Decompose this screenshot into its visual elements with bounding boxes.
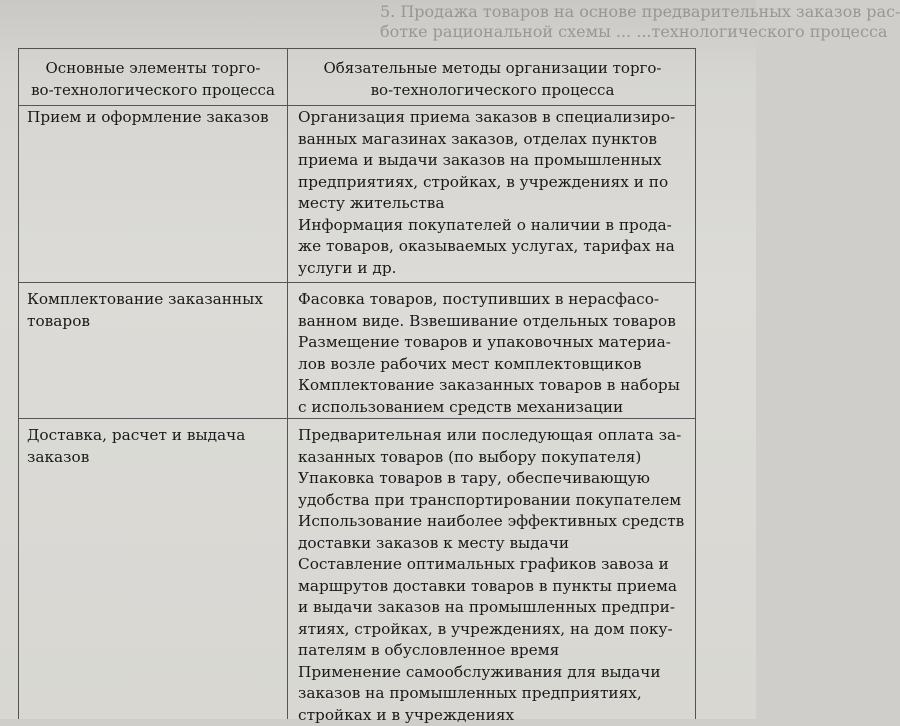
method-paragraph <box>298 662 690 726</box>
method-line: Фасовка товаров, поступивших в нерасфасо- <box>298 289 690 311</box>
row-divider <box>19 282 695 283</box>
method-line: месту жительства <box>298 193 690 215</box>
method-paragraph <box>298 511 690 554</box>
method-paragraph <box>298 289 690 332</box>
header-left-line: во-технологического процесса <box>19 79 287 101</box>
method-line: услуги и др. <box>298 258 690 280</box>
method-line: Использование наиболее эффективных средств <box>298 511 690 533</box>
process-table <box>18 48 696 719</box>
method-line: заказов на промышленных предприятиях, <box>298 683 690 705</box>
method-paragraph <box>298 554 690 662</box>
method-line: и выдачи заказов на промышленных предпри- <box>298 597 690 619</box>
row-1-methods <box>298 107 690 279</box>
method-line: пателям в обусловленное время <box>298 640 690 662</box>
row-1-element <box>27 107 281 129</box>
row-divider <box>19 418 695 419</box>
row-2-element <box>27 289 281 332</box>
method-paragraph <box>298 107 690 215</box>
method-line: предприятиях, стройках, в учреждениях и по <box>298 172 690 194</box>
element-line: товаров <box>27 311 281 333</box>
method-paragraph <box>298 468 690 511</box>
method-line: Упаковка товаров в тару, обеспечивающую <box>298 468 690 490</box>
method-paragraph <box>298 332 690 375</box>
element-line: Комплектование заказанных <box>27 289 281 311</box>
element-line: заказов <box>27 447 281 469</box>
header-right-line: во-технологического процесса <box>288 79 697 101</box>
method-line: лов возле рабочих мест комплектовщиков <box>298 354 690 376</box>
method-line: Применение самообслуживания для выдачи <box>298 662 690 684</box>
method-line: же товаров, оказываемых услугах, тарифах на <box>298 236 690 258</box>
method-paragraph <box>298 215 690 280</box>
header-left-line: Основные элементы торго- <box>19 57 287 79</box>
element-line: Доставка, расчет и выдача <box>27 425 281 447</box>
row-3-methods <box>298 425 690 726</box>
method-line: Комплектование заказанных товаров в наборы <box>298 375 690 397</box>
method-line: приема и выдачи заказов на промышленных <box>298 150 690 172</box>
method-line: доставки заказов к месту выдачи <box>298 533 690 555</box>
method-line: стройках и в учреждениях <box>298 705 690 726</box>
method-paragraph <box>298 425 690 468</box>
method-line: Составление оптимальных графиков завоза и <box>298 554 690 576</box>
method-line: Предварительная или последующая оплата за- <box>298 425 690 447</box>
method-line: ятиях, стройках, в учреждениях, на дом поку- <box>298 619 690 641</box>
method-line: Размещение товаров и упаковочных материа- <box>298 332 690 354</box>
bleed-line: ботке рациональной схемы ... ...технологического процесса <box>380 22 756 42</box>
method-line: с использованием средств механизации <box>298 397 690 419</box>
element-line: Прием и оформление заказов <box>27 107 281 129</box>
method-line: Информация покупателей о наличии в прода- <box>298 215 690 237</box>
row-2-methods <box>298 289 690 418</box>
header-left <box>19 57 287 101</box>
header-right-line: Обязательные методы организации торго- <box>288 57 697 79</box>
method-line: удобства при транспортировании покупателем <box>298 490 690 512</box>
method-line: Организация приема заказов в специализиро- <box>298 107 690 129</box>
method-line: казанных товаров (по выбору покупателя) <box>298 447 690 469</box>
method-line: ванных магазинах заказов, отделах пунктов <box>298 129 690 151</box>
bleed-through-text <box>380 2 756 42</box>
method-line: маршрутов доставки товаров в пункты приема <box>298 576 690 598</box>
method-line: ванном виде. Взвешивание отдельных товаров <box>298 311 690 333</box>
method-paragraph <box>298 375 690 418</box>
header-divider <box>19 105 695 106</box>
row-3-element <box>27 425 281 468</box>
bleed-line: 5. Продажа товаров на основе предварительных заказов рас- <box>380 2 756 22</box>
header-right <box>288 57 697 101</box>
column-divider <box>287 49 288 719</box>
